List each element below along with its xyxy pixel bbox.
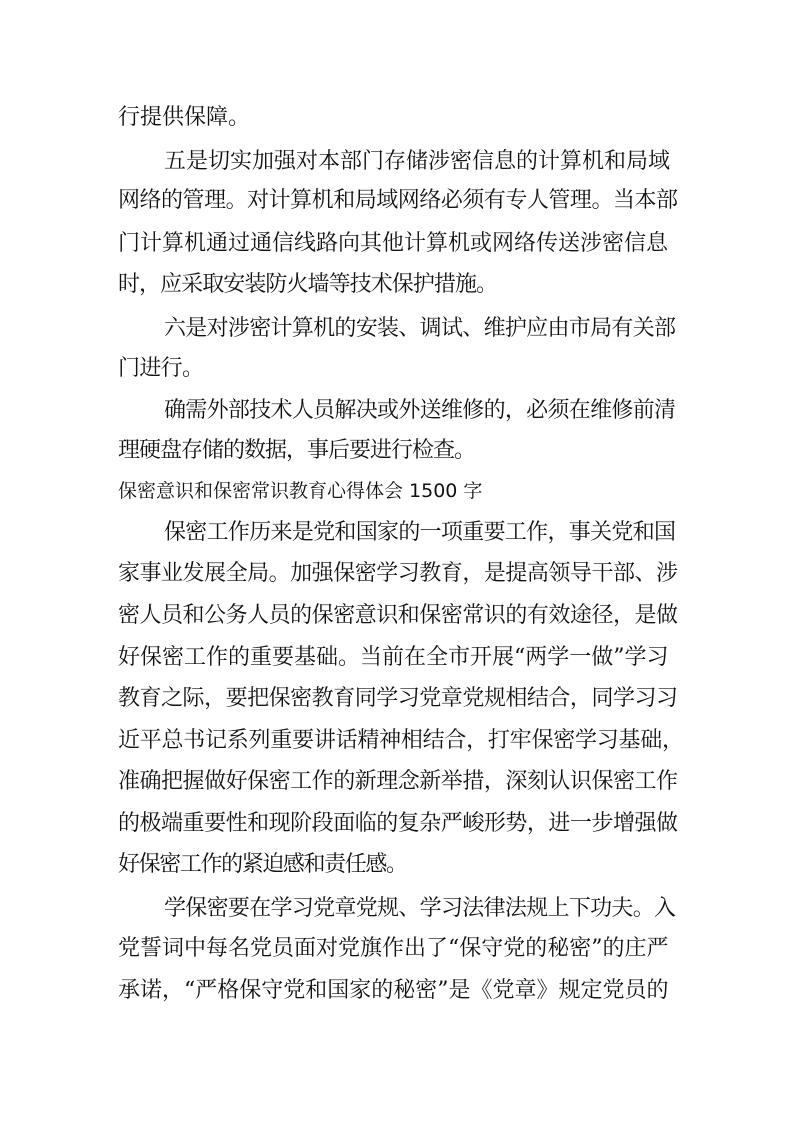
text-line-2: 五是切实加强对本部门存储涉密信息的计算机和局域 bbox=[164, 149, 671, 174]
text-line-17: 准确把握做好保密工作的新理念新举措，深刻认识保密工作 bbox=[118, 769, 678, 794]
text-line-13: 密人员和公务人员的保密意识和保密常识的有效途径，是做 bbox=[118, 603, 678, 628]
text-line-15: 教育之际，要把保密教育同学习党章党规相结合，同学习习 bbox=[118, 686, 678, 711]
text-line-5: 时，应采取安装防火墙等技术保护措施。 bbox=[118, 272, 498, 297]
text-line-3: 网络的管理。对计算机和局域网络必须有专人管理。当本部 bbox=[118, 188, 678, 213]
text-line-8: 确需外部技术人员解决或外送维修的，必须在维修前清 bbox=[164, 398, 676, 423]
text-line-4: 门计算机通过通信线路向其他计算机或网络传送涉密信息 bbox=[118, 231, 669, 256]
text-line-1: 行提供保障。 bbox=[118, 105, 251, 130]
text-line-12: 家事业发展全局。加强保密学习教育，是提高领导干部、涉 bbox=[118, 561, 678, 586]
text-line-6: 六是对涉密计算机的安装、调试、维护应由市局有关部 bbox=[164, 316, 676, 341]
text-line-14: 好保密工作的重要基础。当前在全市开展“两学一做”学习 bbox=[118, 645, 669, 670]
section-heading: 保密意识和保密常识教育心得体会 1500 字 bbox=[118, 480, 483, 502]
text-line-20: 学保密要在学习党章党规、学习法律法规上下功夫。入 bbox=[164, 896, 676, 921]
text-line-11: 保密工作历来是党和国家的一项重要工作，事关党和国 bbox=[164, 520, 676, 545]
text-line-21: 党誓词中每名党员面对党旗作出了“保守党的秘密”的庄严 bbox=[118, 936, 669, 961]
text-line-22: 承诺，“严格保守党和国家的秘密”是《党章》规定党员的 bbox=[118, 978, 669, 1003]
text-line-16: 近平总书记系列重要讲话精神相结合，打牢保密学习基础， bbox=[118, 728, 684, 753]
text-line-9: 理硬盘存储的数据，事后要进行检查。 bbox=[118, 438, 476, 463]
text-line-7: 门进行。 bbox=[118, 356, 204, 381]
text-line-19: 好保密工作的紧迫感和责任感。 bbox=[118, 852, 407, 877]
text-line-18: 的极端重要性和现阶段面临的复杂严峻形势，进一步增强做 bbox=[118, 811, 678, 836]
